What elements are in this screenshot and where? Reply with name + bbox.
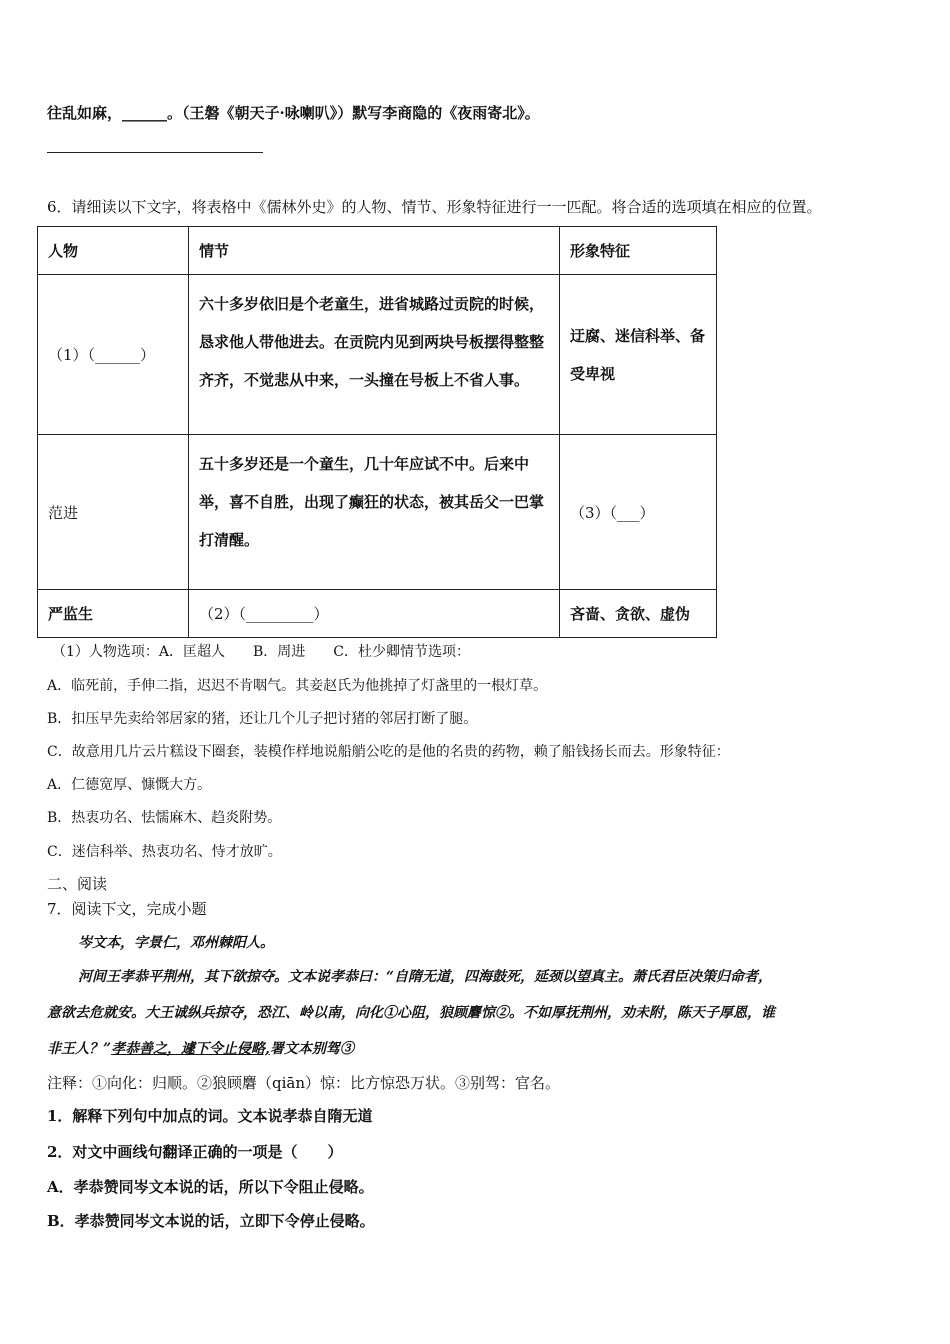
answer-option-b: B．孝恭赞同岑文本说的话，立即下令停止侵略。 — [47, 1212, 375, 1230]
header-trait: 形象特征 — [560, 227, 717, 275]
header-plot: 情节 — [189, 227, 560, 275]
row1-trait: 迂腐、迷信科举、备受卑视 — [560, 275, 717, 435]
option-line: A．仁德宽厚、慷慨大方。 — [47, 777, 212, 793]
row1-plot: 六十多岁依旧是个老童生，进省城路过贡院的时候，恳求他人带他进去。在贡院内见到两块号板摆得整整齐齐，不觉悲从中来，一头撞在号板上不省人事。 — [189, 275, 560, 435]
rulin-table — [37, 226, 717, 638]
row3-trait: 吝啬、贪欲、虚伪 — [560, 590, 717, 638]
passage-text: 署文本别驾③ — [269, 1041, 354, 1057]
passage-line — [47, 1038, 354, 1058]
row2-person: 范进 — [38, 435, 189, 590]
fill-in-line: 往乱如麻，______。（王磐《朝天子·咏喇叭》）默写李商隐的《夜雨寄北》。 — [47, 104, 540, 122]
underlined-sentence: 孝恭善之，遽下令止侵略, — [111, 1041, 270, 1057]
row3-person: 严监生 — [38, 590, 189, 638]
row2-trait: （3）（___） — [560, 435, 717, 590]
question-6-prompt: 6．请细读以下文字，将表格中《儒林外史》的人物、情节、形象特征进行一一匹配。将合适的选项填在相应的位置。 — [47, 198, 822, 216]
sub-question-2: 2．对文中画线句翻译正确的一项是（ ） — [47, 1143, 343, 1161]
option-line: C．迷信科举、热衷功名、恃才放旷。 — [47, 844, 282, 860]
section-heading: 二、阅读 — [47, 875, 108, 893]
sub-question-1: 1．解释下列句中加点的词。文本说孝恭自隋无道 — [47, 1107, 373, 1125]
row2-plot: 五十多岁还是一个童生，几十年应试不中。后来中举，喜不自胜，出现了癫狂的状态，被其岳父一巴掌打清醒。 — [189, 435, 560, 590]
passage-line: 岑文本，字景仁，邓州棘阳人。 — [78, 935, 274, 951]
answer-blank-line — [47, 152, 263, 153]
header-person: 人物 — [38, 227, 189, 275]
option-line: C．故意用几片云片糕设下圈套，装模作样地说船艄公吃的是他的名贵的药物，赖了船钱扬长而去。形象特征： — [47, 744, 730, 760]
answer-option-a: A．孝恭赞同岑文本说的话，所以下令阻止侵略。 — [47, 1178, 374, 1196]
row3-plot: （2）（_________） — [189, 590, 560, 638]
annotation-note: 注释：①向化：归顺。②狼顾麏（qiān）惊：比方惊恐万状。③别驾：官名。 — [47, 1074, 561, 1092]
option-line: B．热衷功名、怯懦麻木、趋炎附势。 — [47, 810, 282, 826]
option-line: B．扣压早先卖给邻居家的猪，还让几个儿子把讨猪的邻居打断了腿。 — [47, 711, 478, 727]
passage-line: 意欲去危就安。大王诚纵兵掠夺，恐江、岭以南，向化①心阻，狼顾麏惊②。不如厚抚荆州，劝未附，陈天子厚恩，谁 — [47, 1005, 775, 1021]
passage-text: 非王人？” — [47, 1041, 112, 1057]
option-line: A．临死前，手伸二指，迟迟不肯咽气。其妾赵氏为他挑掉了灯盏里的一根灯草。 — [47, 678, 548, 694]
passage-line: 河间王孝恭平荆州，其下欲掠夺。文本说孝恭曰：“自隋无道，四海鼓死，延颈以望真主。萧氏君臣决策归命者， — [78, 969, 773, 985]
row1-person: （1）（______） — [38, 275, 189, 435]
option-line: （1）人物选项：A．匡超人 B．周进 C．杜少卿情节选项： — [52, 644, 471, 660]
question-7-title: 7．阅读下文，完成小题 — [47, 900, 207, 918]
